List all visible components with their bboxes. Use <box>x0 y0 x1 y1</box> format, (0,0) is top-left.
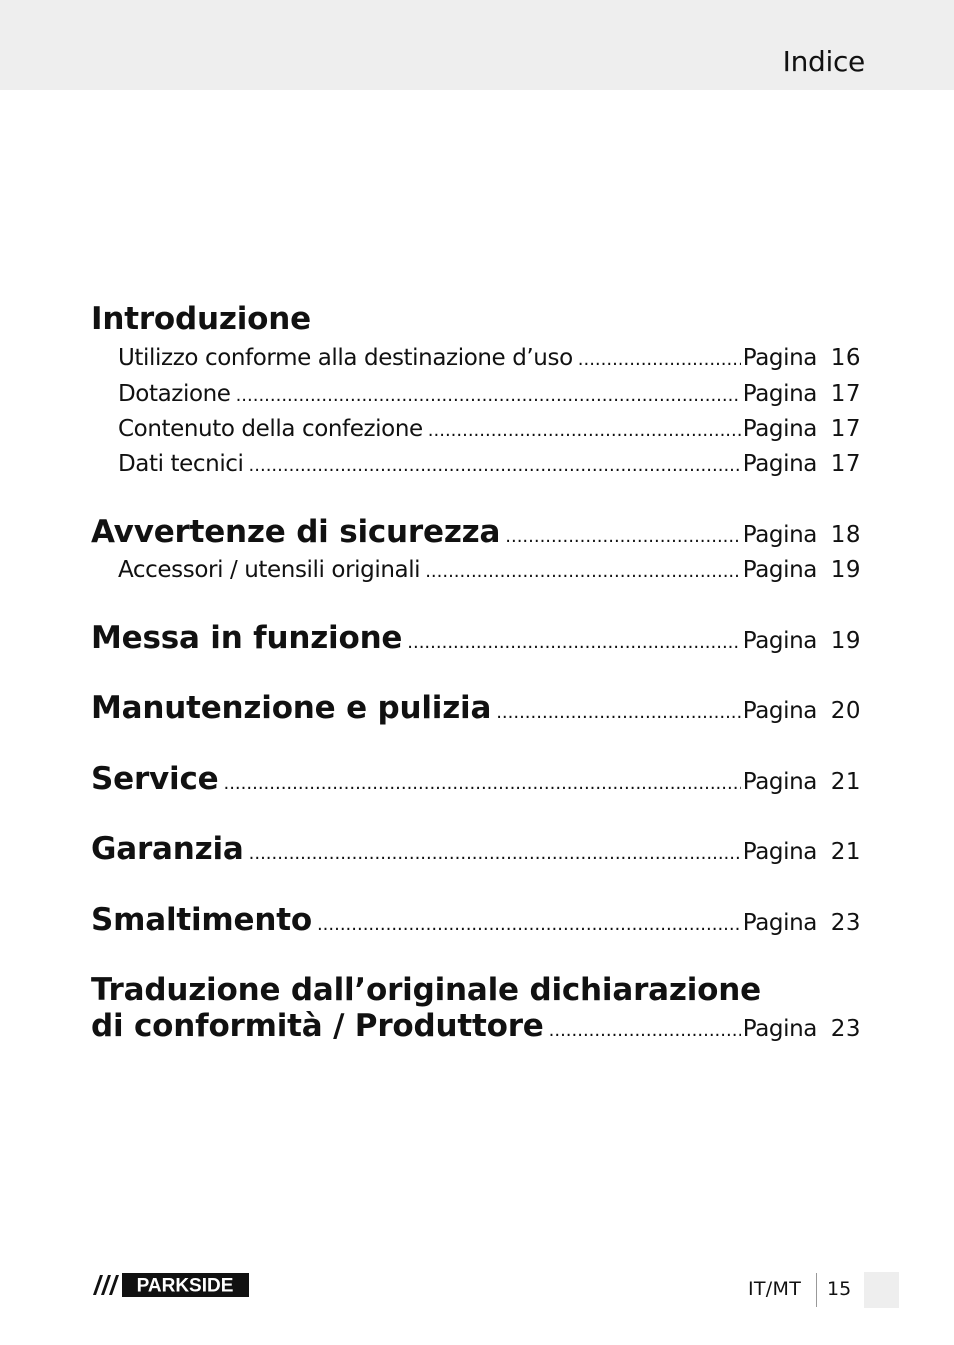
dot-leader <box>236 385 741 406</box>
toc-heading-label: Service <box>91 761 219 797</box>
page-word: Pagina <box>742 381 817 407</box>
toc-heading-label: Messa in funzione <box>91 620 403 656</box>
page-number: 17 <box>830 416 861 442</box>
toc-entry[interactable] <box>118 414 861 444</box>
footer-divider <box>816 1273 817 1307</box>
brand-wordmark: PARKSIDE <box>136 1275 234 1297</box>
page-number: 18 <box>830 522 861 548</box>
page-number: 23 <box>830 910 861 936</box>
toc-heading-label: Smaltimento <box>91 902 312 938</box>
dot-leader <box>317 914 741 935</box>
dot-leader <box>496 702 741 723</box>
page-word: Pagina <box>742 698 817 724</box>
toc-heading-smaltimento[interactable] <box>91 902 861 938</box>
dot-leader <box>428 420 741 441</box>
toc-heading-traduzione-line1[interactable]: Traduzione dall’originale dichiarazione <box>91 972 761 1008</box>
page-number: 19 <box>830 628 861 654</box>
toc-entry[interactable] <box>118 379 861 409</box>
page-word: Pagina <box>742 451 817 477</box>
toc-heading-garanzia[interactable] <box>91 831 861 867</box>
toc-entry-label: Dotazione <box>118 381 231 407</box>
page-tab-marker <box>864 1272 899 1308</box>
page-number: 17 <box>830 451 861 477</box>
page-word: Pagina <box>742 345 817 371</box>
dot-leader <box>223 773 740 794</box>
toc-heading-service[interactable] <box>91 761 861 797</box>
dot-leader <box>249 843 741 864</box>
page-word: Pagina <box>742 416 817 442</box>
toc-entry-label: Contenuto della confezione <box>118 416 423 442</box>
toc-heading-label: di conformità / Produttore <box>91 1008 544 1044</box>
page-number-footer: 15 <box>827 1278 852 1300</box>
toc-entry[interactable] <box>118 449 861 479</box>
toc-heading-avvertenze[interactable] <box>91 514 861 550</box>
page-word: Pagina <box>742 522 817 548</box>
parkside-logo-graphic <box>91 1273 249 1297</box>
toc-entry[interactable] <box>118 343 861 373</box>
toc-heading-manutenzione[interactable] <box>91 690 861 726</box>
parkside-logo <box>91 1273 249 1301</box>
page-word: Pagina <box>742 557 817 583</box>
page-word: Pagina <box>742 910 817 936</box>
dot-leader <box>249 455 741 476</box>
page-number: 17 <box>830 381 861 407</box>
page-word: Pagina <box>742 628 817 654</box>
toc-entry-label: Accessori / utensili originali <box>118 557 421 583</box>
page-number: 16 <box>830 345 861 371</box>
page-title: Indice <box>782 45 865 78</box>
dot-leader <box>407 632 741 653</box>
toc-entry-label: Utilizzo conforme alla destinazione d’uso <box>118 345 573 371</box>
toc-heading-label: Manutenzione e pulizia <box>91 690 492 726</box>
dot-leader <box>425 561 741 582</box>
page-word: Pagina <box>742 1016 817 1042</box>
dot-leader <box>549 1020 741 1041</box>
page-word: Pagina <box>742 769 817 795</box>
page-number: 21 <box>830 839 861 865</box>
toc-heading-messa-in-funzione[interactable] <box>91 620 861 656</box>
dot-leader <box>578 349 741 370</box>
toc-entry-label: Dati tecnici <box>118 451 244 477</box>
page-number: 21 <box>830 769 861 795</box>
toc-heading-label: Avvertenze di sicurezza <box>91 514 501 550</box>
page-number: 19 <box>830 557 861 583</box>
dot-leader <box>505 526 741 547</box>
page-number: 20 <box>830 698 861 724</box>
toc-heading-introduzione: Introduzione <box>91 301 311 337</box>
page-number: 23 <box>830 1016 861 1042</box>
toc-heading-label: Garanzia <box>91 831 244 867</box>
toc-heading-traduzione[interactable] <box>91 1008 861 1044</box>
page-word: Pagina <box>742 839 817 865</box>
language-code: IT/MT <box>748 1278 802 1300</box>
toc-entry[interactable] <box>118 555 861 585</box>
